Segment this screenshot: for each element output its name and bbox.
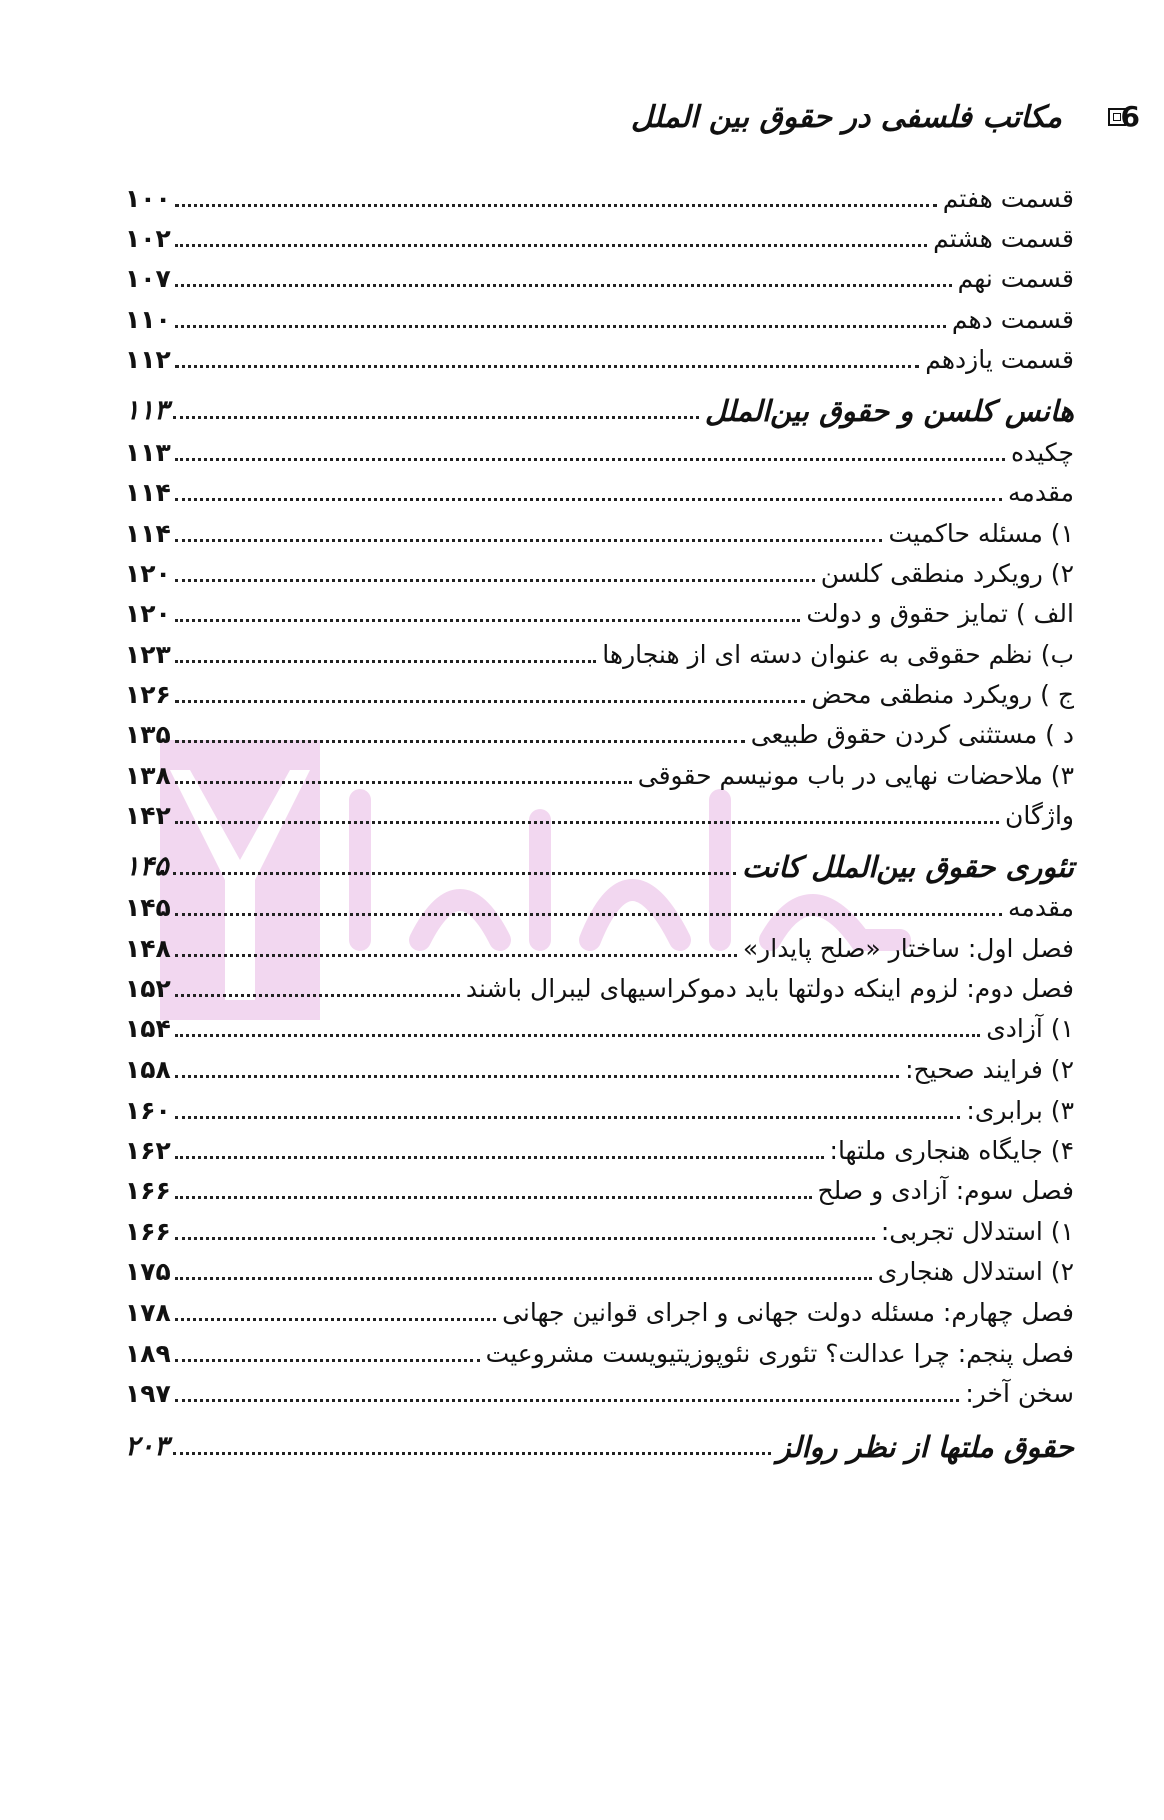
toc-label: فصل پنجم: چرا عدالت؟ تئوری نئوپوزیتیویست مشروعیت bbox=[485, 1339, 1074, 1368]
toc-page-number: ۲۰۳ bbox=[125, 1431, 169, 1462]
toc-leader-dots bbox=[175, 821, 999, 824]
toc-leader-dots bbox=[175, 913, 1002, 916]
toc-row-inner bbox=[125, 1296, 1074, 1330]
toc-row-inner bbox=[125, 394, 1074, 428]
toc-page-number: ۱۴۲ bbox=[125, 801, 171, 830]
toc-label: ۱) مسئله حاکمیت bbox=[888, 519, 1074, 548]
toc-leader-dots bbox=[175, 660, 596, 663]
toc-page-number: ۱۸۹ bbox=[125, 1339, 171, 1368]
toc-label: قسمت یازدهم bbox=[925, 345, 1074, 374]
toc-entry bbox=[125, 1168, 1074, 1208]
toc-label: ۱) آزادی bbox=[986, 1014, 1074, 1043]
toc-page-number: ۱۲۳ bbox=[125, 640, 171, 669]
toc-label: فصل اول: ساختار «صلح پایدار» bbox=[742, 934, 1074, 963]
toc-page-number: ۱۱۳ bbox=[125, 395, 169, 426]
toc-label: هانس کلسن و حقوق بین‌الملل bbox=[704, 394, 1074, 428]
toc-row-inner bbox=[125, 1012, 1074, 1046]
toc-leader-dots bbox=[175, 498, 1002, 501]
toc-row-inner bbox=[125, 1337, 1074, 1371]
toc-page-number: ۱۷۵ bbox=[125, 1257, 171, 1286]
toc-leader-dots bbox=[175, 1359, 480, 1362]
toc-label: ۳) برابری: bbox=[966, 1096, 1074, 1125]
toc-leader-dots bbox=[175, 1196, 812, 1199]
toc-entry bbox=[125, 926, 1074, 966]
toc-row-inner bbox=[125, 850, 1074, 884]
toc-label: تئوری حقوق بین‌الملل کانت bbox=[741, 850, 1074, 884]
toc-section-heading bbox=[125, 388, 1074, 428]
toc-leader-dots bbox=[175, 1318, 496, 1321]
toc-label: ۲) استدلال هنجاری bbox=[877, 1257, 1074, 1286]
toc-entry bbox=[125, 885, 1074, 925]
toc-row-inner bbox=[125, 517, 1074, 551]
toc-entry bbox=[125, 337, 1074, 377]
toc-entry bbox=[125, 1047, 1074, 1087]
toc-page-number: ۱۴۸ bbox=[125, 934, 171, 963]
toc-row-inner bbox=[125, 891, 1074, 925]
toc-row-inner bbox=[125, 972, 1074, 1006]
toc-entry bbox=[125, 1128, 1074, 1168]
toc-page-number: ۱۳۵ bbox=[125, 720, 171, 749]
toc-leader-dots bbox=[175, 954, 737, 957]
toc-row-inner bbox=[125, 303, 1074, 337]
toc-leader-dots bbox=[175, 579, 815, 582]
toc-entry bbox=[125, 1331, 1074, 1371]
toc-leader-dots bbox=[175, 539, 883, 542]
toc-label: ج ) رویکرد منطقی محض bbox=[811, 680, 1074, 709]
toc-row-inner bbox=[125, 759, 1074, 793]
toc-leader-dots bbox=[173, 872, 736, 875]
toc-leader-dots bbox=[175, 1034, 980, 1037]
toc-row-inner bbox=[125, 1094, 1074, 1128]
toc-entry bbox=[125, 470, 1074, 510]
toc-page-number: ۱۱۳ bbox=[125, 438, 171, 467]
toc-section-heading bbox=[125, 844, 1074, 884]
toc-label: الف ) تمایز حقوق و دولت bbox=[806, 599, 1074, 628]
toc-label: د ) مستثنی کردن حقوق طبیعی bbox=[750, 720, 1074, 749]
toc-leader-dots bbox=[175, 458, 1005, 461]
toc-row-inner bbox=[125, 678, 1074, 712]
toc-page-number: ۱۶۰ bbox=[125, 1096, 171, 1125]
toc-row-inner bbox=[125, 182, 1074, 216]
toc-page-number: ۱۲۶ bbox=[125, 680, 171, 709]
toc-row-inner bbox=[125, 932, 1074, 966]
toc-leader-dots bbox=[175, 1075, 899, 1078]
toc-page-number: ۱۶۲ bbox=[125, 1136, 171, 1165]
toc-leader-dots bbox=[175, 1156, 824, 1159]
toc-entry bbox=[125, 632, 1074, 672]
toc-leader-dots bbox=[175, 365, 919, 368]
toc-entry bbox=[125, 511, 1074, 551]
toc-leader-dots bbox=[175, 781, 632, 784]
toc-page-number: ۱۴۵ bbox=[125, 851, 169, 882]
toc-page-number: ۱۶۶ bbox=[125, 1176, 171, 1205]
toc-leader-dots bbox=[175, 325, 946, 328]
toc-leader-dots bbox=[173, 1452, 771, 1455]
toc-label: چکیده bbox=[1010, 438, 1074, 467]
toc-entry bbox=[125, 1290, 1074, 1330]
toc-entry bbox=[125, 793, 1074, 833]
toc-entry bbox=[125, 966, 1074, 1006]
toc-page-number: ۱۱۴ bbox=[125, 519, 171, 548]
toc-row-inner bbox=[125, 638, 1074, 672]
toc-row-inner bbox=[125, 799, 1074, 833]
toc-entry bbox=[125, 1088, 1074, 1128]
toc-entry bbox=[125, 176, 1074, 216]
toc-page-number: ۱۴۵ bbox=[125, 893, 171, 922]
toc-page-number: ۱۶۶ bbox=[125, 1217, 171, 1246]
toc-page-number: ۱۲۰ bbox=[125, 599, 171, 628]
toc-label: فصل چهارم: مسئله دولت جهانی و اجرای قوانین جهانی bbox=[502, 1298, 1074, 1327]
toc-label: قسمت هشتم bbox=[933, 224, 1074, 253]
toc-entry bbox=[125, 297, 1074, 337]
toc-entry bbox=[125, 256, 1074, 296]
toc-entry bbox=[125, 1006, 1074, 1046]
toc-entry bbox=[125, 672, 1074, 712]
toc-page-number: ۱۳۸ bbox=[125, 761, 171, 790]
toc-entry bbox=[125, 712, 1074, 752]
toc-page-number: ۱۱۲ bbox=[125, 345, 171, 374]
toc-entry bbox=[125, 430, 1074, 470]
toc-row-inner bbox=[125, 1377, 1074, 1411]
toc-row-inner bbox=[125, 1255, 1074, 1289]
toc-row-inner bbox=[125, 597, 1074, 631]
toc-row-inner bbox=[125, 1053, 1074, 1087]
toc-label: مقدمه bbox=[1008, 478, 1074, 507]
toc-page-number: ۱۵۴ bbox=[125, 1014, 171, 1043]
toc-page-number: ۱۱۰ bbox=[125, 305, 171, 334]
toc-label: ۱) استدلال تجربی: bbox=[880, 1217, 1074, 1246]
toc-label: ۲) فرایند صحیح: bbox=[905, 1055, 1074, 1084]
toc-leader-dots bbox=[175, 619, 801, 622]
toc-row-inner bbox=[125, 718, 1074, 752]
toc-leader-dots bbox=[175, 1116, 961, 1119]
toc-leader-dots bbox=[175, 284, 952, 287]
running-title: مکاتب فلسفی در حقوق بین الملل bbox=[630, 100, 1062, 135]
toc-entry bbox=[125, 1371, 1074, 1411]
toc-label: قسمت هفتم bbox=[942, 184, 1074, 213]
toc-row-inner bbox=[125, 222, 1074, 256]
toc-leader-dots bbox=[175, 994, 460, 997]
page-header bbox=[0, 100, 1164, 150]
toc-row-inner bbox=[125, 1215, 1074, 1249]
toc-row-inner bbox=[125, 343, 1074, 377]
toc-row-inner bbox=[125, 1430, 1074, 1464]
toc-entry bbox=[125, 1249, 1074, 1289]
toc-page-number: ۱۵۸ bbox=[125, 1055, 171, 1084]
toc-label: حقوق ملتها از نظر روالز bbox=[776, 1430, 1074, 1464]
toc-page-number: ۱۷۸ bbox=[125, 1298, 171, 1327]
toc-entry bbox=[125, 551, 1074, 591]
toc-page-number: ۱۱۴ bbox=[125, 478, 171, 507]
toc-entry bbox=[125, 1209, 1074, 1249]
toc-label: فصل دوم: لزوم اینکه دولتها باید دموکراسیهای لیبرال باشند bbox=[465, 974, 1074, 1003]
toc-label: فصل سوم: آزادی و صلح bbox=[817, 1176, 1074, 1205]
toc-section-heading bbox=[125, 1424, 1074, 1464]
toc-page-number: ۱۲۰ bbox=[125, 559, 171, 588]
toc-page-number: ۱۵۲ bbox=[125, 974, 171, 1003]
toc-leader-dots bbox=[175, 700, 806, 703]
toc-row-inner bbox=[125, 1134, 1074, 1168]
toc-page-number: ۱۰۰ bbox=[125, 184, 171, 213]
toc-leader-dots bbox=[173, 416, 699, 419]
toc-page-number: ۱۹۷ bbox=[125, 1379, 171, 1408]
toc-leader-dots bbox=[175, 204, 937, 207]
toc-label: ب) نظم حقوقی به عنوان دسته ای از هنجارها bbox=[602, 640, 1074, 669]
toc-leader-dots bbox=[175, 740, 745, 743]
toc-row-inner bbox=[125, 262, 1074, 296]
toc-label: سخن آخر: bbox=[965, 1379, 1074, 1408]
toc-page-number: ۱۰۷ bbox=[125, 264, 171, 293]
toc-entry bbox=[125, 591, 1074, 631]
toc-label: مقدمه bbox=[1008, 893, 1074, 922]
toc-row-inner bbox=[125, 476, 1074, 510]
toc-leader-dots bbox=[175, 1399, 960, 1402]
toc-label: ۴) جایگاه هنجاری ملتها: bbox=[829, 1136, 1074, 1165]
toc-page-number: ۱۰۲ bbox=[125, 224, 171, 253]
toc-label: قسمت دهم bbox=[951, 305, 1074, 334]
toc-label: قسمت نهم bbox=[957, 264, 1074, 293]
toc-row-inner bbox=[125, 436, 1074, 470]
toc-entry bbox=[125, 216, 1074, 256]
toc-label: ۲) رویکرد منطقی کلسن bbox=[820, 559, 1074, 588]
toc-entry bbox=[125, 753, 1074, 793]
toc-label: ۳) ملاحضات نهایی در باب مونیسم حقوقی bbox=[637, 761, 1074, 790]
toc-row-inner bbox=[125, 557, 1074, 591]
toc-leader-dots bbox=[175, 1277, 872, 1280]
toc-leader-dots bbox=[175, 1237, 875, 1240]
page-number: 6 bbox=[1120, 100, 1140, 133]
toc-leader-dots bbox=[175, 244, 927, 247]
toc-row-inner bbox=[125, 1174, 1074, 1208]
toc-label: واژگان bbox=[1005, 801, 1074, 830]
